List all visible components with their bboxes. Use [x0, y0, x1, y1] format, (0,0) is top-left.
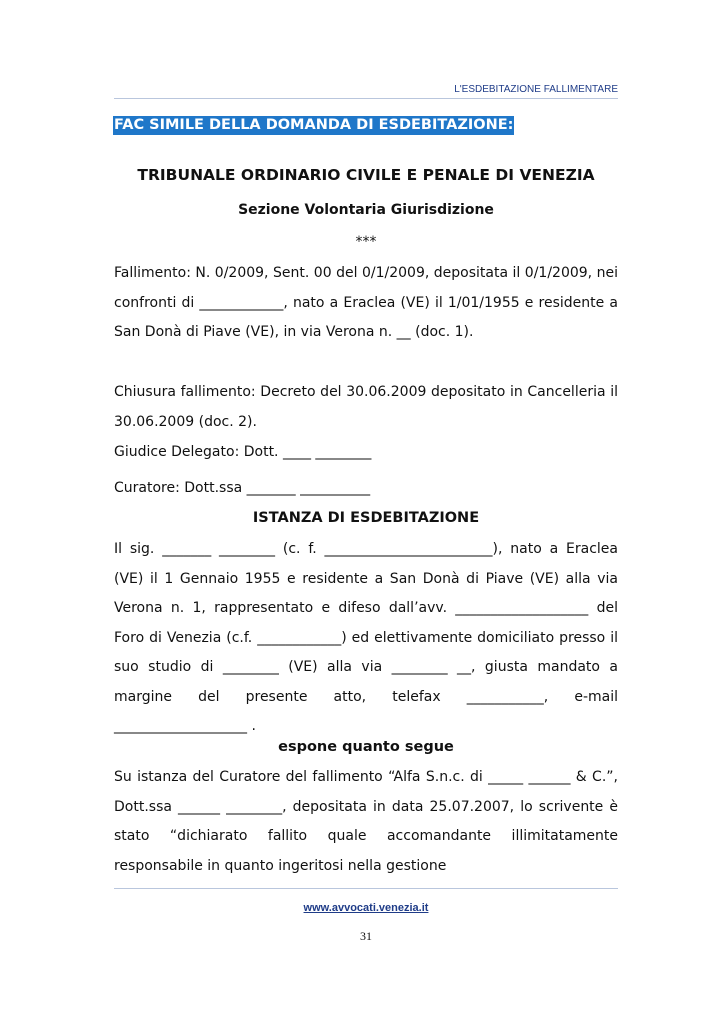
footer-divider	[114, 888, 618, 889]
fallimento-paragraph	[114, 259, 618, 348]
highlighted-title	[113, 114, 514, 136]
header-divider	[114, 98, 618, 99]
istanza-heading: ISTANZA DI ESDEBITAZIONE	[252, 510, 480, 526]
chiusura-text: Chiusura fallimento: Decreto del 30.06.2009 depositato in Cancelleria il 30.06.2009 (doc. 2).	[114, 384, 618, 430]
separator: ***	[355, 234, 377, 250]
espone-text: Su istanza del Curatore del fallimento “Alfa S.n.c. di _____ ______ & C.”, Dott.ssa ______ ________, depositata in data 25.07.2007, lo scrivente è stato “dichiarato fallito quale accomandante illimitatamente responsabile in quanto ingeritosi nella gestione	[114, 769, 618, 874]
espone-paragraph	[114, 763, 618, 881]
running-header: L'ESDEBITAZIONE FALLIMENTARE	[454, 84, 618, 95]
page-number: 31	[360, 929, 372, 943]
highlighted-title-text: FAC SIMILE DELLA DOMANDA DI ESDEBITAZIONE:	[114, 117, 514, 133]
curatore-line	[114, 474, 618, 504]
giudice-line	[114, 438, 618, 468]
court-heading: TRIBUNALE ORDINARIO CIVILE E PENALE DI VENEZIA	[137, 166, 595, 184]
curatore-text: Curatore: Dott.ssa _______ __________	[114, 480, 371, 496]
istanza-paragraph	[114, 535, 618, 742]
chiusura-paragraph	[114, 378, 618, 437]
section-heading: Sezione Volontaria Giurisdizione	[238, 202, 494, 218]
fallimento-text: Fallimento: N. 0/2009, Sent. 00 del 0/1/2009, depositata il 0/1/2009, nei confronti di ____________, nato a Eraclea (VE) il 1/01/1955 e residente a San Donà di Piave (VE), in via Verona n. __ (doc. 1).	[114, 265, 618, 340]
espone-heading: espone quanto segue	[278, 739, 454, 755]
website-link[interactable]: www.avvocati.venezia.it	[303, 902, 429, 914]
istanza-text: Il sig. _______ ________ (c. f. ________________________), nato a Eraclea (VE) il 1 Gennaio 1955 e residente a San Donà di Piave (VE) alla via Verona n. 1, rappresentato e difeso dall’avv. ___________________ del Foro di Venezia (c.f. ____________) ed elettivamente domiciliato presso il suo studio di ________ (VE) alla via ________ __, giusta mandato a margine del presente atto, telefax ___________, e-mail ___________________ .	[114, 541, 618, 734]
giudice-text: Giudice Delegato: Dott. ____ ________	[114, 444, 372, 460]
